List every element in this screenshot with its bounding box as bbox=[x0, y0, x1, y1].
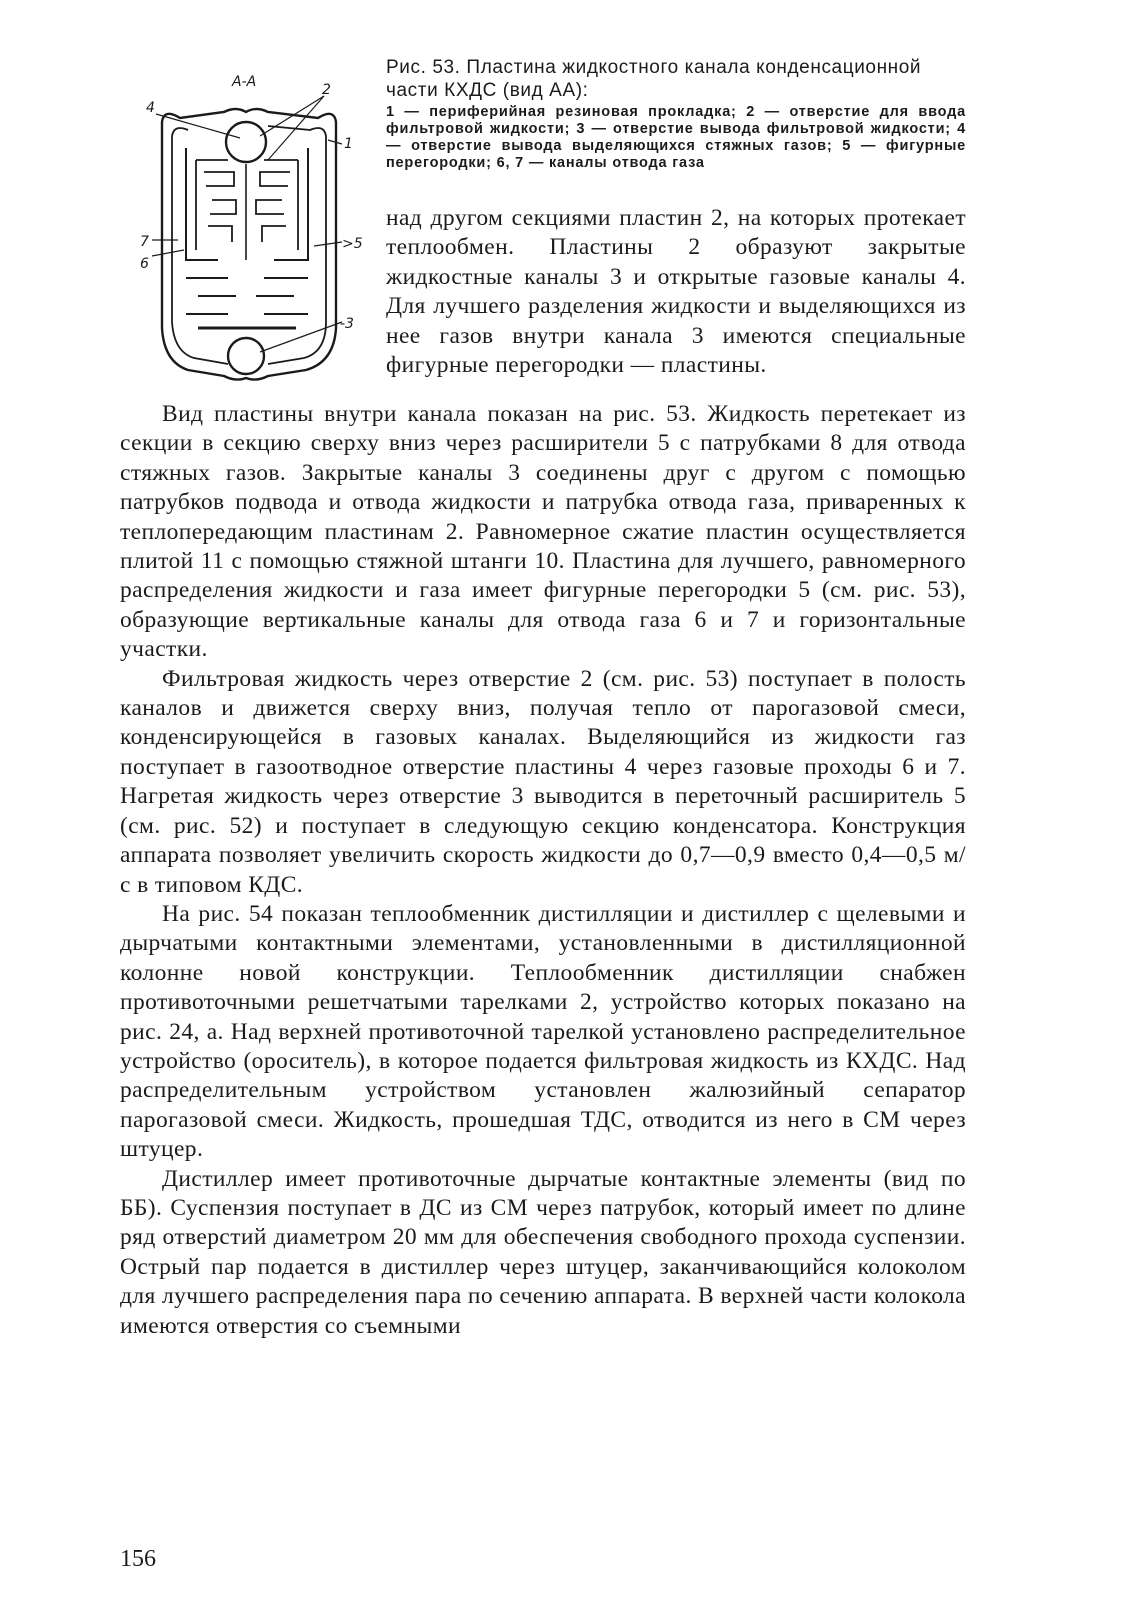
paragraph: Вид пластины внутри канала показан на рис. 53. Жидкость перетекает из секции в секцию сверху вниз через расширители 5 с патрубками 8 для отвода стяжных газов. Закрытые каналы 3 соединены друг с другом с помощью патрубков подвода и отвода жидкости и патрубка отвода газа, приваренных к теплопередающим пластинам 2. Равномерное сжатие пластин осуществляется плитой 11 с помощью стяжной штанги 10. Пластина для лучшего, равномерного распределения жидкости и газа имеет фигурные перегородки 5 (см. рис. 53), образующие вертикальные каналы для отвода газа 6 и 7 и горизонтальные участки. bbox=[120, 401, 966, 663]
callout-5: >5 bbox=[342, 236, 363, 252]
callout-4: 4 bbox=[146, 100, 155, 116]
caption-title: Рис. 53. Пластина жидкостного канала конденсационной части КХДС (вид АА): bbox=[386, 57, 922, 101]
callout-2: 2 bbox=[322, 82, 331, 98]
callout-6: 6 bbox=[140, 256, 149, 272]
callout-3: -3 bbox=[340, 316, 354, 332]
side-text bbox=[386, 204, 966, 380]
paragraph: Дистиллер имеет противоточные дырчатые контактные элементы (вид по ББ). Суспензия поступает в ДС из СМ через патрубок, который имеет по длине ряд отверстий диаметром 20 мм для обеспечения свободного прохода суспензии. Острый пар подается в дистиллер через штуцер, заканчивающийся колоколом для лучшего распределения пара по сечению аппарата. В верхней части колокола имеются отверстия со съемными bbox=[120, 1165, 966, 1339]
figure-caption bbox=[386, 56, 966, 172]
main-text bbox=[120, 400, 966, 1341]
caption-legend: 1 — периферийная резиновая прокладка; 2 — отверстие для ввода фильтровой жидкости; 3 — отверстие вывода фильтровой жидкости; 4 — отверстие вывода выделяющихся стяжных газов; 5 — фигурные перегородки; 6, 7 — каналы отвода газа bbox=[386, 104, 966, 171]
paragraph: Фильтровая жидкость через отверстие 2 (см. рис. 53) поступает в полость каналов и движется сверху вниз, получая тепло от парогазовой смеси, конденсирующейся в газовых каналах. Выделяющийся из жидкости газ поступает в газоотводное отверстие пластины 4 через газовые проходы 6 и 7. Нагретая жидкость через отверстие 3 выводится в переточный расширитель 5 (см. рис. 52) и поступает в следующую секцию конденсатора. Конструкция аппарата позволяет увеличить скорость жидкости до 0,7—0,9 вместо 0,4—0,5 м/с в типовом КДС. bbox=[120, 665, 966, 898]
page-number: 156 bbox=[120, 1546, 156, 1572]
callout-1: 1 bbox=[344, 136, 353, 152]
section-label: А-А bbox=[232, 74, 257, 90]
paragraph-side: над другом секциями пластин 2, на которых протекает теплообмен. Пластины 2 образуют закрытые жидкостные каналы 3 и открытые газовые каналы 4. Для лучшего разделения жидкости и выделяющихся из нее газов внутри канала 3 имеются специальные фигурные перегородки — пластины. bbox=[386, 205, 966, 379]
plate-drawing bbox=[128, 60, 378, 405]
paragraph: На рис. 54 показан теплообменник дистилляции и дистиллер с щелевыми и дырчатыми контактными элементами, установленными в дистилляционной колонне новой конструкции. Теплообменник дистилляции снабжен противоточными решетчатыми тарелками 2, устройство которых показано на рис. 24, а. Над верхней противоточной тарелкой установлено распределительное устройство (ороситель), в которое подается фильтровая жидкость из КХДС. Над распределительным устройством установлен жалюзийный сепаратор парогазовой смеси. Жидкость, прошедшая ТДС, отводится из него в СМ через штуцер. bbox=[120, 900, 966, 1163]
callout-7: 7 bbox=[140, 234, 149, 250]
figure-plate-drawing bbox=[128, 60, 378, 405]
